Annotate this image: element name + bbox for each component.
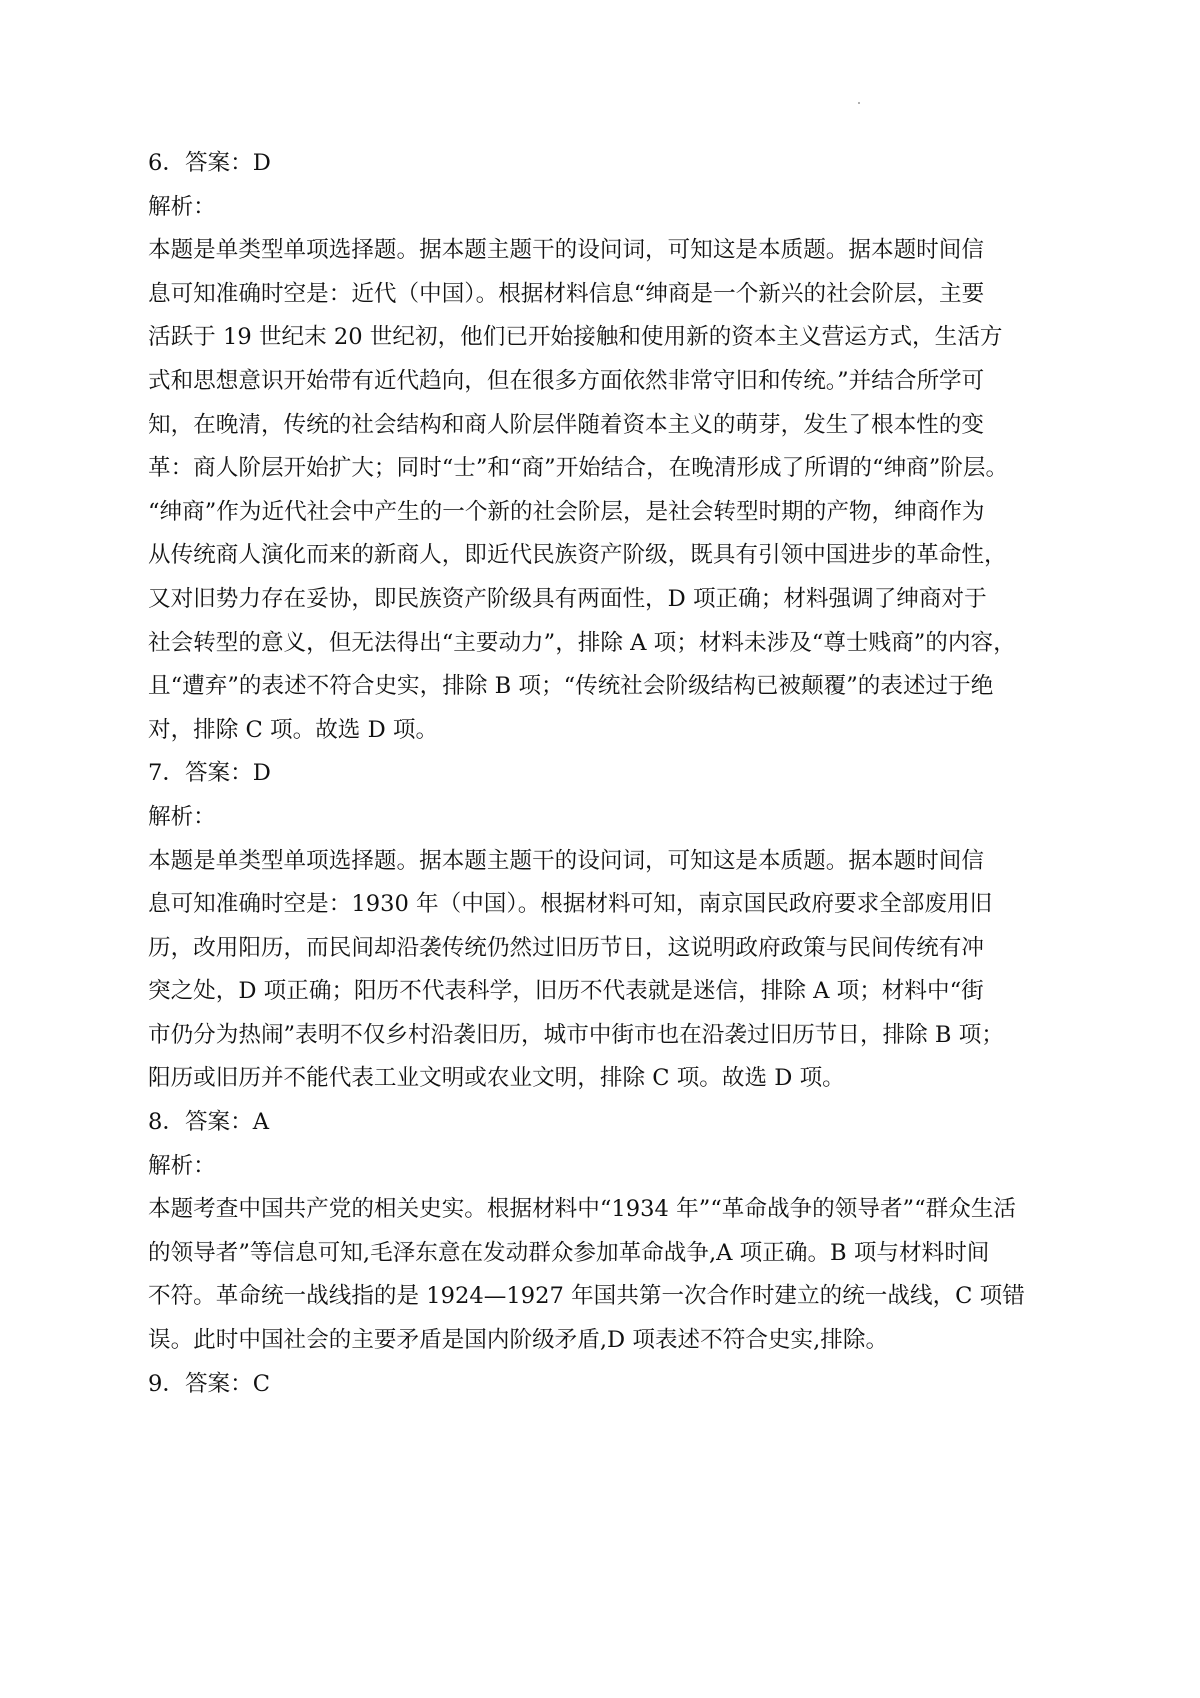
q8-analysis-label: 解析：	[148, 1152, 216, 1179]
q6-answer: 6．答案：D	[148, 150, 271, 176]
q6-analysis-line: 息可知准确时空是：近代（中国）。根据材料信息“绅商是一个新兴的社会阶层，主要	[148, 280, 985, 307]
q6-analysis-line: “绅商”作为近代社会中产生的一个新的社会阶层，是社会转型时期的产物，绅商作为	[148, 498, 985, 525]
q8-answer: 8．答案：A	[148, 1109, 270, 1136]
q9-answer: 9．答案：C	[148, 1370, 271, 1397]
q7-analysis-line: 阳历或旧历并不能代表工业文明或农业文明，排除 C 项。故选 D 项。	[148, 1065, 845, 1092]
q7-analysis-line: 突之处，D 项正确；阳历不代表科学，旧历不代表就是迷信，排除 A 项；材料中“街	[148, 978, 984, 1005]
q8-analysis-line: 不符。革命统一战线指的是 1924—1927 年国共第一次合作时建立的统一战线，C 项错	[148, 1283, 1025, 1310]
q6-analysis-line: 从传统商人演化而来的新商人，即近代民族资产阶级，既具有引领中国进步的革命性，	[148, 542, 1007, 569]
q6-analysis-line: 活跃于 19 世纪末 20 世纪初，他们已开始接触和使用新的资本主义营运方式，生活方	[148, 324, 1003, 351]
q7-answer: 7．答案：D	[148, 760, 271, 787]
q7-analysis-line: 本题是单类型单项选择题。据本题主题干的设问词，可知这是本质题。据本题时间信	[148, 847, 984, 874]
q7-analysis-line: 历，改用阳历，而民间却沿袭传统仍然过旧历节日，这说明政府政策与民间传统有冲	[148, 934, 984, 961]
q6-analysis-line: 革：商人阶层开始扩大；同时“士”和“商”开始结合，在晚清形成了所谓的“绅商”阶层。	[148, 455, 1009, 482]
q6-analysis-line: 社会转型的意义，但无法得出“主要动力”，排除 A 项；材料未涉及“尊士贱商”的内容，	[148, 629, 1016, 656]
q6-analysis-label: 解析：	[148, 193, 216, 220]
q6-analysis-line: 且“遭弃”的表述不符合史实，排除 B 项；“传统社会阶级结构已被颠覆”的表述过于绝	[148, 673, 994, 700]
q7-analysis-line: 市仍分为热闹”表明不仅乡村沿袭旧历，城市中街市也在沿袭过旧历节日，排除 B 项；	[148, 1021, 1004, 1048]
q6-analysis-line: 知，在晚清，传统的社会结构和商人阶层伴随着资本主义的萌芽，发生了根本性的变	[148, 411, 984, 438]
scan-speck	[858, 102, 860, 104]
q8-analysis-line: 误。此时中国社会的主要矛盾是国内阶级矛盾,D 项表述不符合史实,排除。	[148, 1327, 889, 1354]
answer-key-content	[148, 142, 1060, 1406]
q7-analysis-label: 解析：	[148, 803, 216, 830]
q6-analysis-line: 对，排除 C 项。故选 D 项。	[148, 716, 439, 743]
q8-analysis-line: 本题考查中国共产党的相关史实。根据材料中“1934 年”“革命战争的领导者”“群众生活	[148, 1196, 1017, 1223]
q6-analysis-line: 又对旧势力存在妥协，即民族资产阶级具有两面性，D 项正确；材料强调了绅商对于	[148, 585, 987, 612]
q7-analysis-line: 息可知准确时空是：1930 年（中国）。根据材料可知，南京国民政府要求全部废用旧	[148, 891, 993, 918]
q6-analysis-line: 本题是单类型单项选择题。据本题主题干的设问词，可知这是本质题。据本题时间信	[148, 237, 984, 264]
q6-analysis-line: 式和思想意识开始带有近代趋向，但在很多方面依然非常守旧和传统。”并结合所学可	[148, 367, 985, 394]
q8-analysis-line: 的领导者”等信息可知,毛泽东意在发动群众参加革命战争,A 项正确。B 项与材料时间	[148, 1239, 990, 1266]
